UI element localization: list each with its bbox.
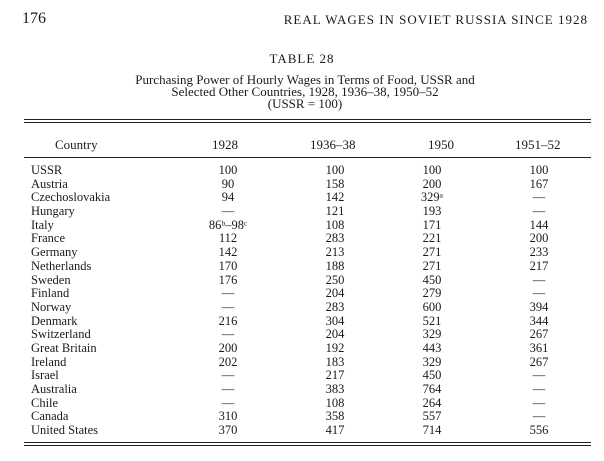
- value-1928-cell: 94: [221, 190, 235, 205]
- value-1950-cell: 557: [422, 409, 442, 424]
- value-1928-cell: 202: [218, 354, 238, 369]
- value-1951-52-cell: 100: [529, 163, 549, 177]
- value-1936-38-cell: 142: [325, 190, 345, 205]
- value-1951-52-cell: 217: [529, 258, 549, 273]
- value-1936-38-cell: 121: [325, 204, 345, 219]
- value-1950-cell: 450: [422, 368, 442, 383]
- value-1950-cell: 329: [422, 354, 442, 369]
- country-cell: Hungary: [31, 204, 75, 219]
- country-cell: Germany: [31, 245, 78, 260]
- value-1951-52-cell: —: [532, 190, 546, 205]
- value-1936-38-cell: 250: [325, 272, 345, 287]
- value-1951-52-cell: 144: [529, 217, 549, 232]
- value-1950-cell: 521: [422, 313, 442, 328]
- value-1928-cell: 176: [218, 272, 238, 287]
- value-1936-38-cell: 213: [325, 245, 345, 260]
- country-cell: Sweden: [31, 272, 71, 287]
- table-row: [0, 274, 604, 288]
- value-1936-38-cell: 283: [325, 231, 345, 246]
- value-1928-cell: —: [221, 327, 235, 342]
- country-cell: Ireland: [31, 354, 67, 369]
- table-bottom-rule: [24, 445, 591, 446]
- country-cell: Czechoslovakia: [31, 190, 111, 205]
- value-1936-38-cell: 417: [325, 423, 345, 438]
- table-top-rule: [24, 122, 591, 123]
- country-cell: USSR: [31, 163, 63, 177]
- table-row: [0, 410, 604, 424]
- value-1951-52-cell: —: [532, 409, 546, 424]
- value-1936-38-cell: 158: [325, 176, 345, 191]
- table-row: [0, 301, 604, 315]
- value-1951-52-cell: 233: [529, 245, 549, 260]
- table-row: [0, 260, 604, 274]
- value-1936-38-cell: 188: [325, 258, 345, 273]
- table-row: [0, 328, 604, 342]
- value-1951-52-cell: 267: [529, 327, 549, 342]
- table-top-rule: [24, 119, 591, 120]
- value-1950-cell: 271: [422, 258, 442, 273]
- value-1951-52-cell: 267: [529, 354, 549, 369]
- country-cell: Israel: [31, 368, 59, 383]
- value-1936-38-cell: 100: [325, 163, 345, 177]
- country-cell: Australia: [31, 382, 77, 396]
- value-1950-cell: 329ᵃ: [420, 190, 444, 205]
- value-1928-cell: 112: [218, 231, 238, 246]
- value-1936-38-cell: 358: [325, 409, 345, 424]
- table-body: [0, 164, 604, 438]
- table-caption: [70, 74, 540, 110]
- value-1936-38-cell: 183: [325, 354, 345, 369]
- value-1950-cell: 714: [422, 423, 442, 438]
- column-header-1950: 1950: [428, 137, 454, 152]
- value-1928-cell: 310: [218, 409, 238, 424]
- value-1951-52-cell: —: [532, 286, 546, 301]
- value-1951-52-cell: 200: [529, 231, 549, 246]
- value-1950-cell: 100: [422, 163, 442, 177]
- value-1936-38-cell: 108: [325, 395, 345, 410]
- value-1950-cell: 171: [422, 217, 442, 232]
- value-1936-38-cell: 283: [325, 299, 345, 314]
- value-1950-cell: 764: [422, 382, 442, 396]
- value-1936-38-cell: 204: [325, 327, 345, 342]
- table-row: [0, 191, 604, 205]
- value-1928-cell: —: [221, 368, 235, 383]
- column-header-1936-38: 1936–38: [310, 137, 356, 152]
- running-head: REAL WAGES IN SOVIET RUSSIA SINCE 1928: [283, 12, 588, 27]
- value-1951-52-cell: 361: [529, 340, 549, 355]
- value-1928-cell: 90: [221, 176, 235, 191]
- value-1928-cell: 216: [218, 313, 238, 328]
- country-cell: Netherlands: [31, 258, 92, 273]
- value-1928-cell: 200: [218, 340, 238, 355]
- value-1950-cell: 443: [422, 340, 442, 355]
- value-1951-52-cell: —: [532, 382, 546, 396]
- country-cell: Norway: [31, 299, 72, 314]
- value-1936-38-cell: 108: [325, 217, 345, 232]
- table-label: TABLE 28: [269, 51, 335, 66]
- value-1928-cell: —: [221, 382, 235, 396]
- country-cell: Finland: [31, 286, 70, 301]
- value-1950-cell: 271: [422, 245, 442, 260]
- table-row: [0, 315, 604, 329]
- table-row: [0, 397, 604, 411]
- value-1951-52-cell: 344: [529, 313, 549, 328]
- value-1951-52-cell: —: [532, 204, 546, 219]
- country-cell: Italy: [31, 217, 54, 232]
- table-row: [0, 424, 604, 438]
- table-row: [0, 356, 604, 370]
- header-rule: [24, 157, 591, 158]
- page-number: 176: [22, 10, 46, 27]
- table-row: [0, 342, 604, 356]
- value-1936-38-cell: 217: [325, 368, 345, 383]
- value-1928-cell: —: [221, 286, 235, 301]
- caption-line: (USSR = 100): [267, 96, 343, 111]
- value-1936-38-cell: 192: [325, 340, 345, 355]
- value-1928-cell: —: [221, 395, 235, 410]
- column-header-1928: 1928: [212, 137, 238, 152]
- table-row: [0, 178, 604, 192]
- value-1950-cell: 329: [422, 327, 442, 342]
- caption-line: Selected Other Countries, 1928, 1936–38, 1950–52: [171, 84, 439, 99]
- value-1951-52-cell: 556: [529, 423, 549, 438]
- value-1928-cell: 142: [218, 245, 238, 260]
- country-cell: France: [31, 231, 66, 246]
- country-cell: United States: [31, 423, 99, 438]
- country-cell: Canada: [31, 409, 69, 424]
- column-header-1951-52: 1951–52: [515, 137, 561, 152]
- value-1928-cell: 100: [218, 163, 238, 177]
- value-1951-52-cell: 394: [529, 299, 549, 314]
- value-1950-cell: 450: [422, 272, 442, 287]
- table-row: [0, 164, 604, 178]
- table-row: [0, 219, 604, 233]
- value-1950-cell: 264: [422, 395, 442, 410]
- table-row: [0, 232, 604, 246]
- value-1936-38-cell: 204: [325, 286, 345, 301]
- value-1951-52-cell: —: [532, 395, 546, 410]
- value-1928-cell: 370: [218, 423, 238, 438]
- country-cell: Chile: [31, 395, 59, 410]
- value-1928-cell: —: [221, 204, 235, 219]
- country-cell: Switzerland: [31, 327, 91, 342]
- value-1928-cell: —: [221, 299, 235, 314]
- table-row: [0, 205, 604, 219]
- value-1936-38-cell: 304: [325, 313, 345, 328]
- column-header-country: Country: [55, 137, 98, 152]
- country-cell: Denmark: [31, 313, 78, 328]
- value-1928-cell: 86ᵇ–98ᶜ: [208, 217, 248, 232]
- value-1950-cell: 221: [422, 231, 442, 246]
- value-1950-cell: 193: [422, 204, 442, 219]
- country-cell: Great Britain: [31, 340, 97, 355]
- table-row: [0, 383, 604, 397]
- caption-line: Purchasing Power of Hourly Wages in Terms of Food, USSR and: [135, 72, 475, 87]
- value-1951-52-cell: —: [532, 368, 546, 383]
- value-1951-52-cell: —: [532, 272, 546, 287]
- table-bottom-rule: [24, 442, 591, 443]
- value-1950-cell: 200: [422, 176, 442, 191]
- table-row: [0, 369, 604, 383]
- value-1936-38-cell: 383: [325, 382, 345, 396]
- value-1928-cell: 170: [218, 258, 238, 273]
- value-1951-52-cell: 167: [529, 176, 549, 191]
- table-row: [0, 287, 604, 301]
- table-row: [0, 246, 604, 260]
- value-1950-cell: 279: [422, 286, 442, 301]
- value-1950-cell: 600: [422, 299, 442, 314]
- country-cell: Austria: [31, 176, 68, 191]
